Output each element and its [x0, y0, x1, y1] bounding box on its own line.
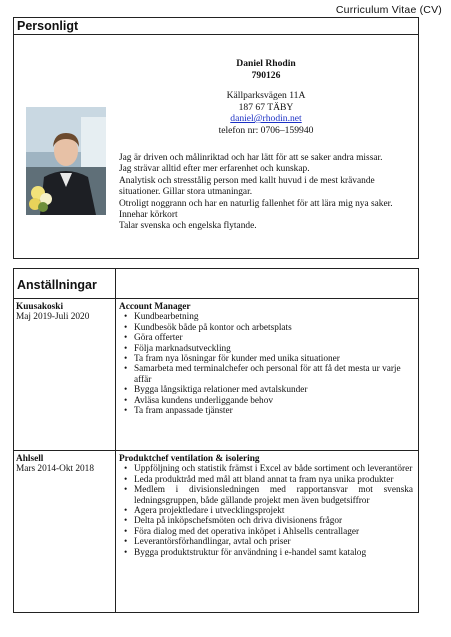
profile-photo — [26, 107, 106, 215]
personal-info — [14, 35, 418, 258]
city-address: 187 67 TÄBY — [238, 101, 294, 113]
person-name: Daniel Rhodin — [236, 58, 296, 69]
list-item: • Ta fram anpassade tjänster — [119, 406, 413, 416]
about-line: Analytisk och stresstålig person med kallt huvud i de mest krävande situationer. Gillar stora utmaningar. — [119, 175, 375, 198]
list-item: • Kundbearbetning — [119, 312, 413, 322]
about-line: Innehar körkort — [119, 210, 178, 221]
list-item: • Samarbeta med terminalchefer och personal för att få det mesta ur varje affär — [119, 364, 413, 385]
street-address: Källparksvägen 11A — [226, 90, 306, 101]
list-item: • Bygga produktstruktur för användning i e-handel samt katalog — [119, 548, 413, 558]
employment-section — [13, 268, 419, 613]
personal-section — [13, 17, 419, 259]
list-item: • Föra dialog med det operativa inköpet i Ahlsells centrallager — [119, 527, 413, 537]
list-item: • Följa marknadsutveckling — [119, 344, 413, 354]
list-item: • Ta fram nya lösningar för kunder med unika situationer — [119, 354, 413, 364]
job-period: Mars 2014-Okt 2018 — [16, 464, 94, 475]
about-text — [119, 153, 415, 233]
job-entry — [14, 450, 418, 614]
employment-heading: Anställningar — [14, 269, 418, 299]
document-title: Curriculum Vitae (CV) — [335, 4, 442, 16]
list-item: • Leda produktråd med mål att bland annat ta fram nya unika produkter — [119, 475, 413, 485]
about-line: Jag strävar alltid efter mer erfarenhet och kunskap. — [119, 164, 310, 175]
about-line: Otroligt noggrann och har en naturlig fallenhet för att lära mig nya saker. — [119, 198, 393, 209]
list-item: • Delta på inköpschefsmöten och driva divisionens frågor — [119, 516, 413, 526]
company-name: Ahlsell — [16, 454, 44, 464]
personal-heading: Personligt — [14, 18, 418, 35]
company-name: Kuusakoski — [16, 302, 64, 312]
list-item: • Uppföljning och statistik främst i Excel av både sortiment och leverantörer — [119, 464, 413, 474]
name-block — [118, 58, 414, 81]
about-line: Talar svenska och engelska flytande. — [119, 221, 257, 232]
email-link[interactable]: daniel@rhodin.net — [230, 113, 302, 124]
job-title: Account Manager — [119, 302, 191, 312]
job-period: Maj 2019-Juli 2020 — [16, 312, 90, 323]
duty-list — [119, 312, 413, 416]
list-item: • Avläsa kundens underliggande behov — [119, 396, 413, 406]
list-item: • Agera projektledare i utvecklingsprojekt — [119, 506, 413, 516]
job-title: Produktchef ventilation & isolering — [119, 454, 260, 464]
list-item: • Bygga långsiktiga relationer med avtalskunder — [119, 385, 413, 395]
list-item: • Leverantörsförhandlingar, avtal och priser — [119, 537, 413, 547]
job-entry — [14, 299, 418, 450]
list-item: • Kundbesök både på kontor och arbetsplats — [119, 323, 413, 333]
list-item: • Medlem i divisionsledningen med rapportansvar mot svenska ledningsgruppen, både gällande projekt men även budgetsiffror — [119, 485, 413, 506]
duty-list — [119, 464, 413, 558]
birth-number: 790126 — [251, 69, 281, 81]
contact-block — [118, 90, 414, 136]
list-item: • Göra offerter — [119, 333, 413, 343]
phone-number: telefon nr: 0706–159940 — [218, 124, 314, 136]
about-line: Jag är driven och målinriktad och har lätt för att se saker andra missar. — [119, 153, 383, 163]
